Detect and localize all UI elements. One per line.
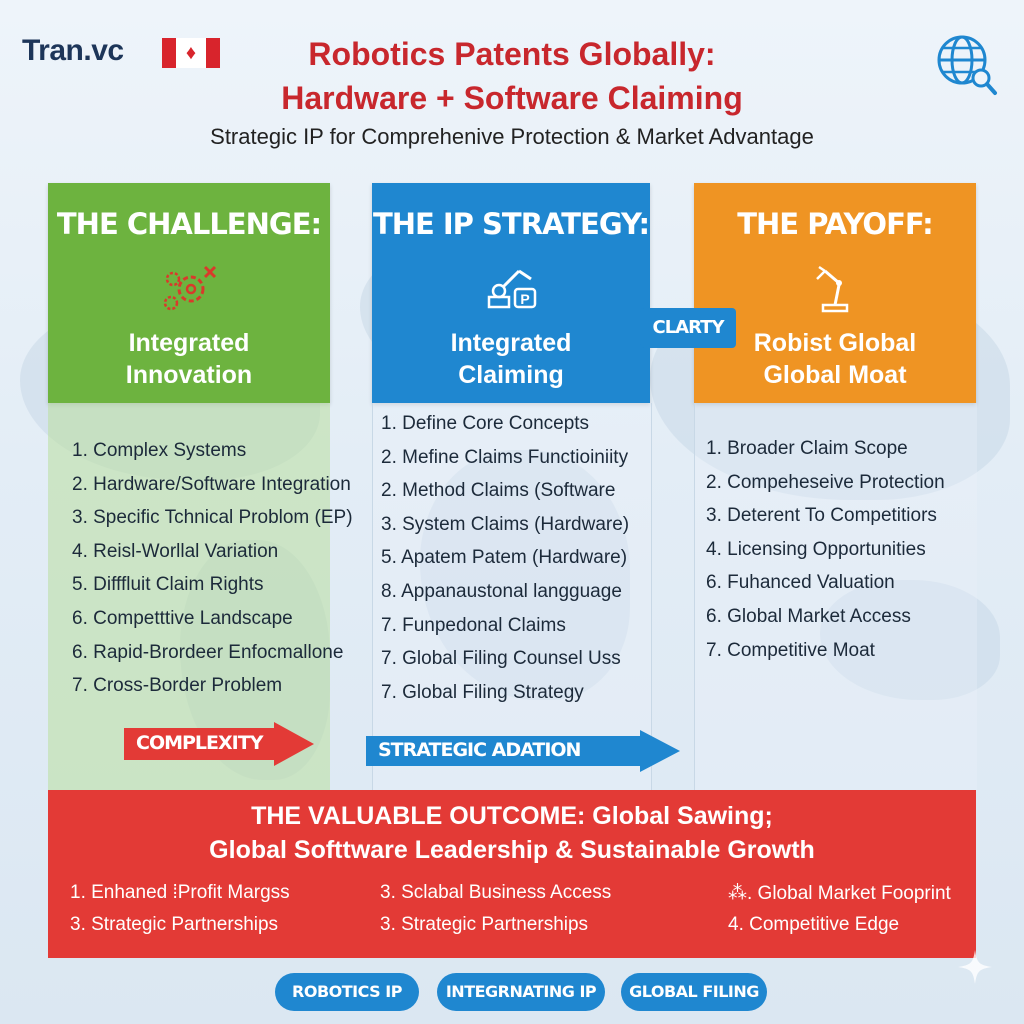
list-item: 5. Difffluit Claim Rights	[72, 574, 264, 596]
payoff-subheading-2: Global Moat	[763, 361, 907, 389]
challenge-heading: THE CHALLENGE:	[56, 207, 322, 241]
svg-text:P: P	[520, 291, 530, 307]
brand-logo[interactable]: Tran.vc	[22, 34, 124, 67]
canada-flag-icon: ♦	[162, 38, 220, 68]
list-item: 2. Method Claims (Software	[381, 480, 616, 502]
robot-arm-patent-icon	[481, 259, 541, 319]
list-item: 1. Broader Claim Scope	[706, 438, 908, 459]
list-item: 3. Specific Tchnical Problom (EP)	[72, 507, 353, 529]
payoff-subheading-1: Robist Global	[753, 329, 917, 357]
payoff-list	[706, 432, 945, 667]
strategy-list	[381, 407, 629, 709]
list-item: 6. Competttive Landscape	[72, 607, 293, 629]
outcome-panel	[48, 790, 976, 958]
robot-arm-icon	[805, 259, 865, 319]
payoff-heading: THE PAYOFF:	[737, 207, 933, 241]
list-item: 2. Mefine Claims Functioiniity	[381, 446, 629, 468]
list-item: 4. Reisl-Worllal Variation	[72, 540, 279, 562]
tag-integrating-ip[interactable]: INTEGRNATING IP	[437, 973, 605, 1011]
strategy-subheading-2: Claiming	[458, 361, 564, 389]
strategy-subheading-1: Integrated	[450, 329, 572, 357]
tag-robotics-ip[interactable]: ROBOTICS IP	[275, 973, 419, 1011]
outcome-item: 4. Competitive Edge	[728, 914, 900, 935]
list-item: 8. Appanaustonal langguage	[381, 580, 622, 602]
list-item: 7. Global Filing Counsel Uss	[381, 648, 621, 670]
list-item: 4. Licensing Opportunities	[706, 538, 926, 560]
outcome-item: ⁂. Global Market Fooprint	[728, 883, 951, 904]
challenge-subheading-2: Innovation	[125, 361, 253, 389]
list-item: 3. Deterent To Competitiors	[706, 505, 937, 527]
strategy-heading: THE IP STRATEGY:	[372, 207, 650, 241]
page-subtitle: Strategic IP for Comprehenive Protection & Market Advantage	[210, 124, 814, 149]
list-item: 3. System Claims (Hardware)	[381, 513, 630, 535]
list-item: 1. Define Core Concepts	[381, 413, 590, 434]
list-item: 7. Cross-Border Problem	[72, 675, 283, 697]
tag-global-filing[interactable]: GLOBAL FILING	[621, 973, 767, 1011]
outcome-item: 1. Enhaned ⁞Profit Margss	[70, 882, 290, 903]
list-item: 7. Funpedonal Claims	[381, 614, 566, 636]
strategy-header	[372, 183, 650, 403]
outcome-title-line-1: THE VALUABLE OUTCOME: Global Sawing;	[251, 802, 773, 830]
sparkle-icon	[958, 950, 992, 984]
clarity-badge: CLARTY	[640, 308, 736, 348]
page-title-line-2: Hardware + Software Claiming	[281, 80, 743, 116]
list-item: 2. Hardware/Software Integration	[72, 473, 351, 495]
outcome-item: 3. Sclabal Business Access	[380, 882, 612, 903]
globe-search-icon	[934, 32, 998, 96]
challenge-subheading-1: Integrated	[128, 329, 250, 357]
outcome-item: 3. Strategic Partnerships	[70, 914, 279, 935]
list-item: 6. Rapid-Brordeer Enfocmallone	[72, 641, 344, 663]
outcome-title-line-2: Global Softtware Leadership & Sustainable Growth	[209, 836, 815, 864]
gears-icon	[159, 259, 219, 319]
list-item: 7. Competitive Moat	[706, 639, 875, 661]
strategic-adaptation-arrow-label: STRATEGIC ADATION	[378, 739, 581, 761]
list-item: 1. Complex Systems	[72, 440, 247, 461]
challenge-header	[48, 183, 330, 403]
list-item: 7. Global Filing Strategy	[381, 681, 584, 703]
page-title-line-1: Robotics Patents Globally:	[308, 36, 716, 72]
list-item: 6. Global Market Access	[706, 605, 911, 627]
list-item: 2. Compeheseive Protection	[706, 471, 945, 493]
outcome-item: 3. Strategic Partnerships	[380, 914, 589, 935]
challenge-list	[72, 434, 353, 703]
list-item: 5. Apatem Patem (Hardware)	[381, 547, 628, 569]
complexity-arrow-label: COMPLEXITY	[136, 732, 263, 754]
payoff-header	[694, 183, 976, 403]
list-item: 6. Fuhanced Valuation	[706, 572, 895, 594]
